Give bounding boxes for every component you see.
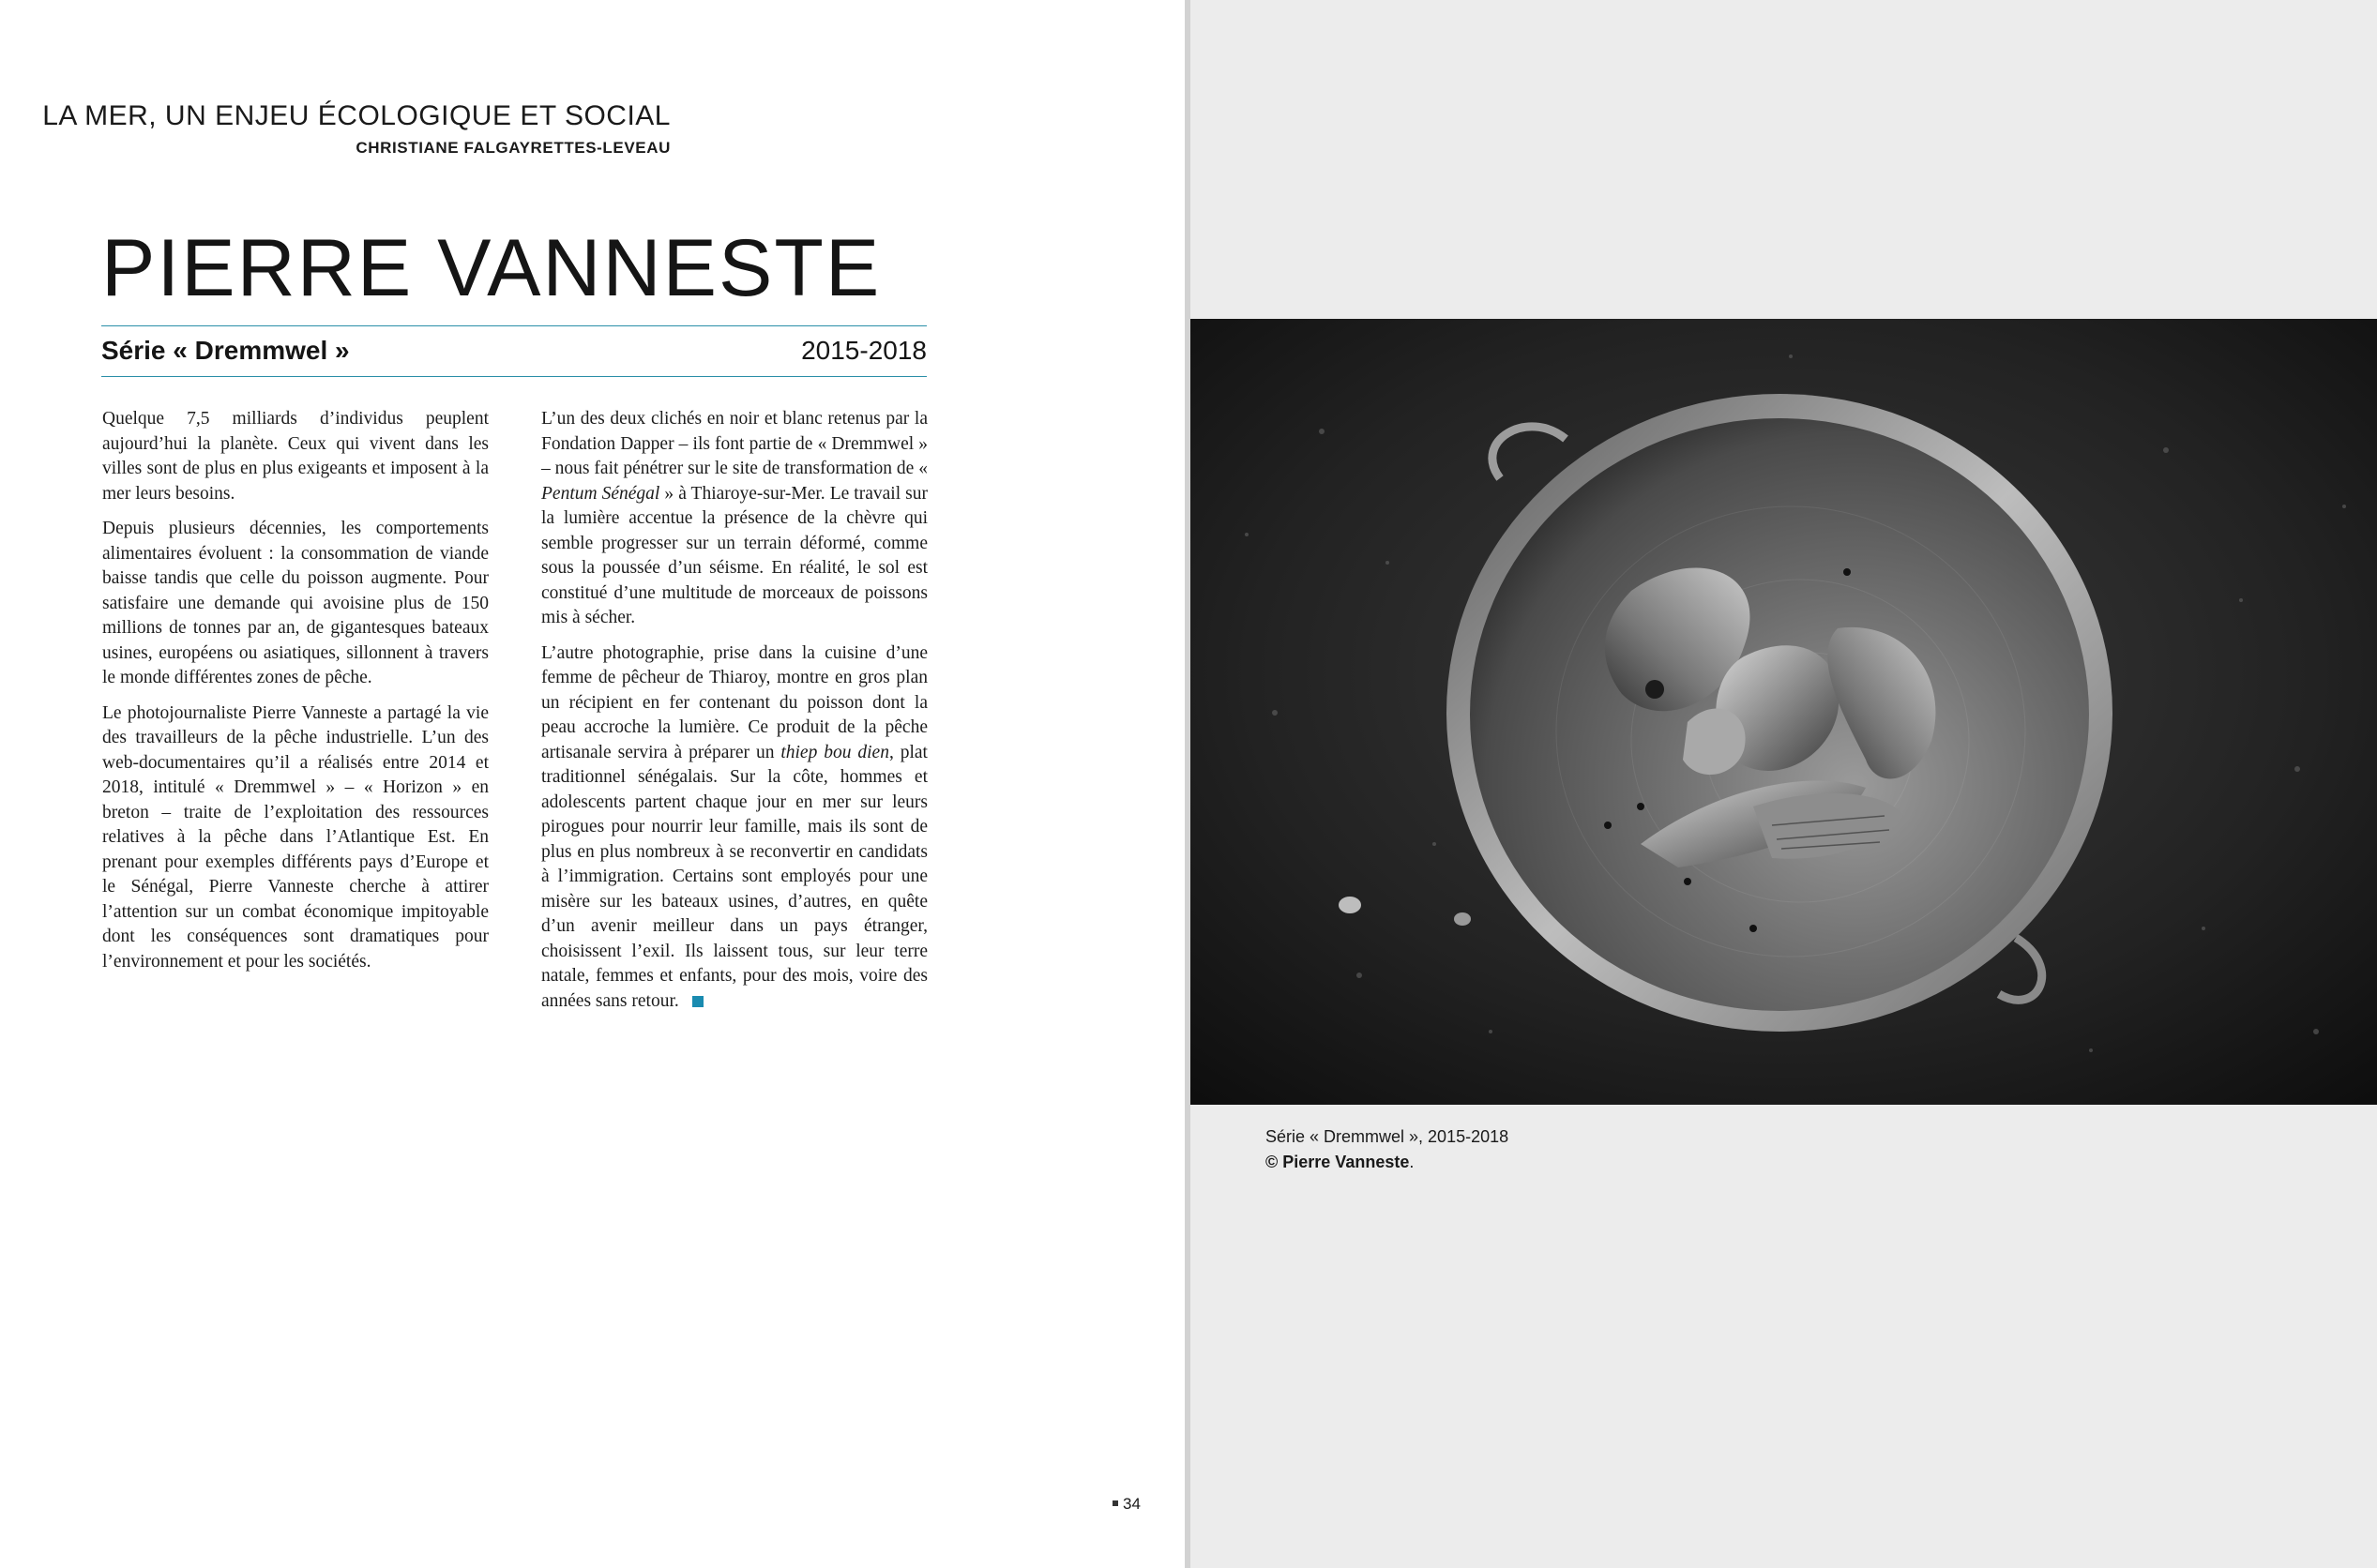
body-column-left — [102, 407, 489, 985]
bowl-of-fish-photo — [1190, 319, 2377, 1105]
paragraph: L’autre photographie, prise dans la cuisine d’une femme de pêcheur de Thiaroy, montre en gros plan un récipient en fer contenant du poisson dont la peau accroche la lumière. Ce produit de la pêche artisanale servira à préparer un thiep bou dien, plat traditionnel sénégalais. Sur la côte, hommes et adolescents partent chaque jour en mer sur leurs pirogues pour nourrir leur famille, mais ils sont de plus en plus nombreux à se reconvertir en candidats à l’immigration. Certains sont employés pour une misère sur les bateaux usines, d’autres, en quête d’un avenir meilleur dans un pays étranger, choisissent l’exil. Ils laissent tous, sur leur terre natale, femmes et enfants, pour des mois, voire des années sans retour. — [541, 642, 928, 1011]
caption-credit: © Pierre Vanneste — [1265, 1153, 1410, 1171]
folio-square-icon — [1113, 1500, 1118, 1506]
right-page — [1190, 0, 2377, 1568]
running-author: CHRISTIANE FALGAYRETTES-LEVEAU — [356, 139, 671, 157]
running-title: LA MER, UN ENJEU ÉCOLOGIQUE ET SOCIAL — [42, 100, 671, 131]
end-of-article-mark — [692, 996, 704, 1007]
caption-title: Série « Dremmwel », 2015-2018 — [1265, 1127, 1509, 1146]
artist-name: PIERRE VANNESTE — [101, 223, 882, 313]
page-number: 34 — [1113, 1495, 1141, 1514]
series-band — [101, 325, 927, 377]
paragraph: Depuis plusieurs décennies, les comportements alimentaires évoluent : la consommation de viande baisse tandis que celle du poisson augmente. Pour satisfaire une demande qui avoisine plus de 150 millions de tonnes par an, de gigantesques bateaux usines, européens ou asiatiques, sillonnent à travers le monde différentes zones de pêche. — [102, 519, 489, 687]
emphasis: thiep bou dien — [780, 742, 889, 762]
emphasis: Pentum Sénégal — [541, 483, 660, 504]
running-head — [42, 99, 671, 159]
paragraph: L’un des deux clichés en noir et blanc retenus par la Fondation Dapper – ils font partie de « Dremmwel » – nous fait pénétrer sur le site de transformation de « Pentum Sénégal » à Thiaroye-sur-Mer. Le travail sur la lumière accentue la présence de la chèvre qui semble progresser sur un terrain déformé, comme sous la poussée d’un séisme. En réalité, le sol est constitué d’une multitude de morceaux de poissons mis à sécher. — [541, 409, 928, 627]
series-name: Série « Dremmwel » — [101, 336, 350, 365]
figure-caption — [1265, 1124, 1508, 1175]
body-column-right — [541, 407, 928, 1024]
caption-credit-line: © Pierre Vanneste. — [1265, 1153, 1415, 1171]
paragraph: Quelque 7,5 milliards d’individus peuplent aujourd’hui la planète. Ceux qui vivent dans les villes sont de plus en plus exigeants et imposent à la mer leurs besoins. — [102, 409, 489, 504]
left-page — [0, 0, 1185, 1568]
photograph — [1190, 319, 2377, 1105]
series-years: 2015-2018 — [801, 336, 927, 365]
paragraph: Le photojournaliste Pierre Vanneste a partagé la vie des travailleurs de la pêche industrielle. L’un des web-documentaires qu’il a réalisés entre 2014 et 2018, intitulé « Dremmwel » – « Horizon » en breton – traite de l’exploitation des ressources relatives à la pêche dans l’Atlantique Est. En prenant pour exemples différents pays d’Europe et le Sénégal, Pierre Vanneste cherche à attirer l’attention sur un combat économique impitoyable dont les conséquences sont dramatiques pour l’environnement et pour les sociétés. — [102, 702, 489, 972]
